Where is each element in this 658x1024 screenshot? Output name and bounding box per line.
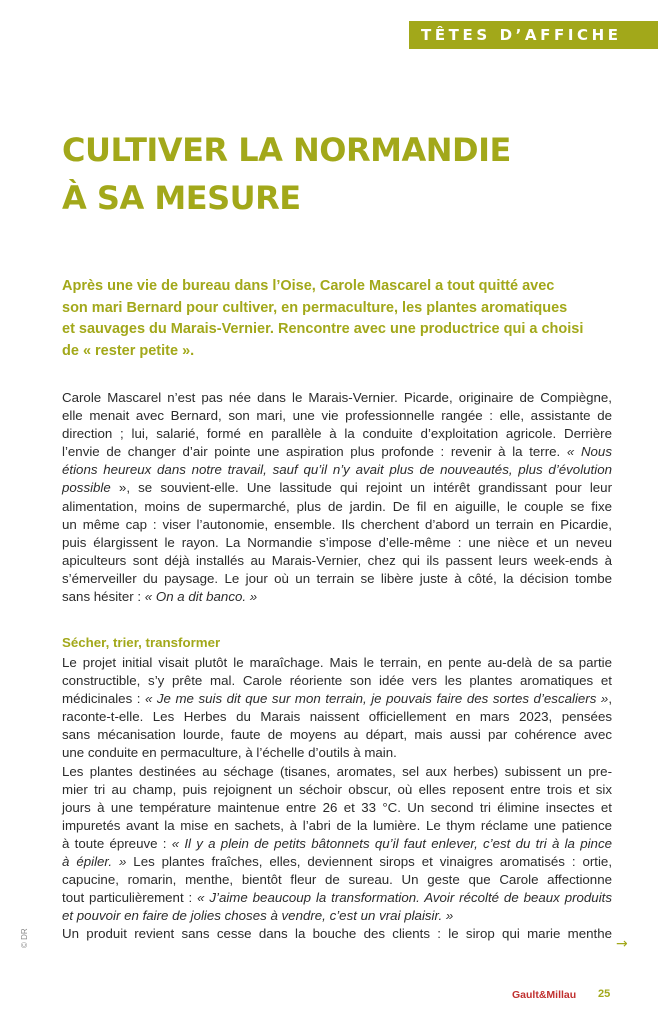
- quote-text: et pouvoir en faire de jolies choses à vendre, c’est un vrai plaisir. »: [62, 908, 454, 924]
- lede-line: et sauvages du Marais-Vernier. Rencontre avec une productrice qui a choisi: [62, 321, 584, 337]
- body-text-run: raconte-t-elle. Les Herbes du Marais naissent officiellement en mars 2023, pensées: [62, 709, 612, 725]
- body-line: [62, 498, 612, 516]
- quote-text: étions heureux dans notre travail, sauf qu’il n’y avait plus de nouveautés, plus d’évolution: [62, 462, 612, 478]
- quote-text: « Il y a plein de petits bâtonnets qu’il faut enlever, c’est du tri à la pince: [171, 835, 612, 851]
- body-line: [62, 853, 612, 871]
- body-text-run: direction ; lui, salarié, formé en parallèle à la conduite d’exploitation agricole. Derrière: [62, 426, 612, 442]
- body-line: [62, 588, 612, 606]
- body-line: [62, 407, 612, 425]
- body-line: [62, 570, 612, 588]
- body-text-run: tout particulièrement :: [62, 890, 198, 906]
- body-line: [62, 461, 612, 479]
- lede-line: son mari Bernard pour cultiver, en permaculture, les plantes aromatiques: [62, 299, 568, 316]
- body-line: [62, 389, 612, 407]
- body-line: [62, 925, 612, 943]
- body-text-run: mier tri au champ, puis rejoignent un séchoir obscur, où elles reposent entre trois et six: [62, 781, 612, 797]
- body-text-run: médicinales :: [62, 691, 145, 707]
- body-line: [62, 835, 612, 853]
- body-line: [62, 425, 612, 443]
- photo-credit: © DR: [20, 928, 29, 948]
- body-line: [62, 889, 612, 907]
- quote-text: « J’aime beaucoup la transformation. Avoir récolté de beaux produits: [197, 890, 612, 906]
- body-paragraph-2: [62, 654, 612, 944]
- body-text-run: alimentation, moins de supermarché, plus de jardin. De fil en aiguille, le couple se fixe: [62, 498, 612, 514]
- body-line: [62, 690, 612, 708]
- body-text-run: Les plantes fraîches, elles, deviennent sirops et vinaigres aromatisés : ortie,: [126, 854, 613, 870]
- body-text-run: l’envie de changer d’air pointe une aspiration plus profonde : revenir à la terre.: [62, 444, 567, 460]
- body-text-run: Les plantes destinées au séchage (tisanes, aromates, sel aux herbes) subissent un pre-: [62, 763, 612, 779]
- body-text-run: ,: [608, 691, 613, 707]
- body-line: [62, 654, 612, 672]
- section-tag: TÊTES D’AFFICHE: [409, 21, 658, 49]
- article-lede: [62, 276, 610, 362]
- continue-arrow-icon: →: [616, 936, 628, 952]
- article-title-line: À SA MESURE: [62, 179, 301, 217]
- quote-text: « On a dit banco. »: [144, 589, 258, 605]
- body-line: [62, 672, 612, 690]
- body-line: [62, 726, 612, 744]
- body-text-run: s’émerveiller du paysage. Le jour où un terrain se libère juste à côté, la décision tombe: [62, 570, 612, 586]
- page-number: 25: [598, 988, 611, 1000]
- body-line: [62, 781, 612, 799]
- body-text-run: elle menait avec Bernard, son mari, une vie professionnelle rangée : elle, assistante de: [62, 408, 612, 424]
- body-paragraph-1: [62, 389, 612, 606]
- body-line: [62, 479, 612, 497]
- body-text-run: impuretés avant la mise en sachets, à l’abri de la lumière. Le thym réclame une patience: [62, 817, 612, 833]
- body-text-run: puis élargissent le rayon. La Normandie s’impose d’elle-même : une nièce et un neveu: [62, 534, 612, 550]
- body-text-run: sans hésiter :: [62, 589, 145, 605]
- lede-line: Après une vie de bureau dans l’Oise, Carole Mascarel a tout quitté avec: [62, 278, 555, 294]
- body-line: [62, 744, 612, 762]
- body-line: [62, 907, 612, 925]
- body-line: [62, 443, 612, 461]
- body-line: [62, 763, 612, 781]
- quote-text: possible: [62, 480, 111, 496]
- body-text-run: », se souvient-elle. Une lassitude qui rejoint un intérêt grandissant pour leur: [110, 480, 612, 496]
- body-text-run: un même cap : viser l’autonomie, ensemble. Ils cherchent d’abord un terrain en Picardie,: [62, 516, 612, 532]
- body-text-run: Le projet initial visait plutôt le maraîchage. Mais le terrain, en pente au-delà de sa partie: [62, 655, 612, 670]
- article-title: [62, 126, 602, 222]
- body-text-run: capucine, romarin, menthe, bientôt fleur de sureau. Un geste que Carole affectionne: [62, 872, 612, 888]
- quote-text: « Nous: [566, 444, 612, 460]
- body-text-run: apiculteurs sont déjà installés au Marais-Vernier, chez qui ils passent leurs week-ends à: [62, 552, 612, 568]
- body-text-run: une conduite en permaculture, à l’échelle d’outils à main.: [62, 745, 397, 761]
- body-text-run: jours à une température maintenue entre 26 et 33 °C. Un second tri élimine insectes et: [62, 799, 612, 815]
- body-line: [62, 534, 612, 552]
- body-line: [62, 708, 612, 726]
- body-line: [62, 799, 612, 817]
- body-text-run: sans mécanisation lourde, faute de moyens au départ, mais aussi par cohérence avec: [62, 727, 612, 743]
- lede-line: de « rester petite ».: [62, 342, 195, 359]
- body-text-run: constructible, s’y prête mal. Carole réoriente son idée vers les plantes aromatiques et: [62, 673, 612, 689]
- body-line: [62, 552, 612, 570]
- body-text-run: à toute épreuve :: [62, 835, 172, 851]
- subheading: Sécher, trier, transformer: [62, 635, 221, 650]
- body-text-run: Un produit revient sans cesse dans la bouche des clients : le sirop qui marie menthe: [62, 926, 612, 942]
- quote-text: à épiler. »: [62, 854, 127, 870]
- article-title-line: CULTIVER LA NORMANDIE: [62, 131, 511, 169]
- body-line: [62, 871, 612, 889]
- body-line: [62, 516, 612, 534]
- gault-millau-logo: Gault&Millau: [512, 989, 577, 1001]
- body-text-run: Carole Mascarel n’est pas née dans le Marais-Vernier. Picarde, originaire de Compiègne,: [62, 390, 612, 405]
- quote-text: « Je me suis dit que sur mon terrain, je pouvais faire des sortes d’escaliers »: [144, 691, 609, 707]
- body-line: [62, 817, 612, 835]
